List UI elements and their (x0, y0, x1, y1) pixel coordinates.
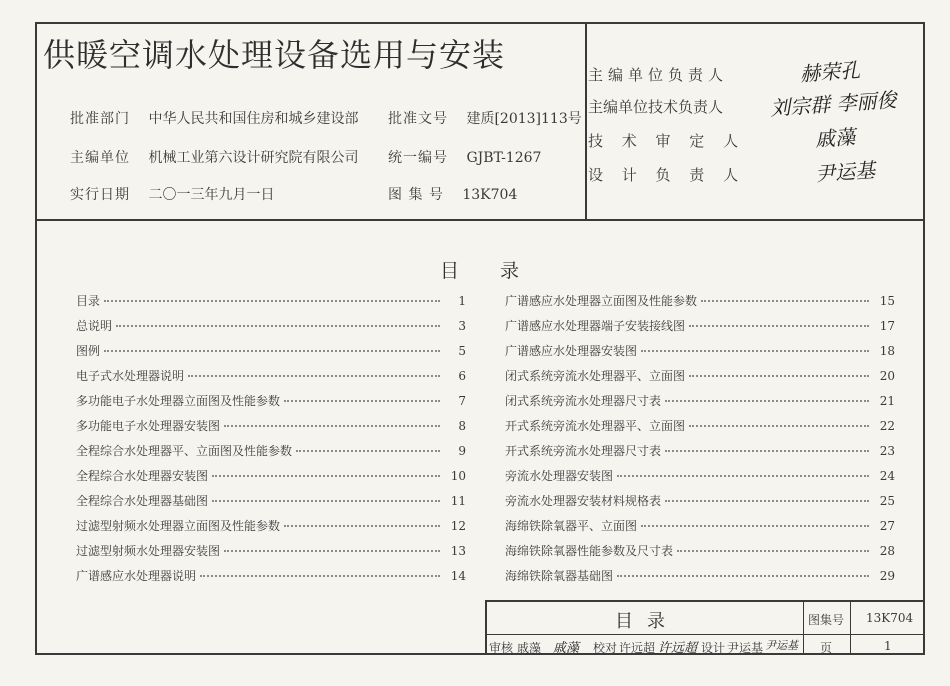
toc-leader-dots (224, 417, 440, 427)
toc-item-title: 图例 (76, 344, 101, 358)
unified-no-label: 统一编号 (388, 150, 448, 166)
chief-unit-head-signature: 赫荣孔 (799, 57, 861, 87)
toc-leader-dots (284, 392, 440, 402)
toc-leader-dots (104, 342, 440, 352)
toc-item-title: 开式系统旁流水处理器平、立面图 (505, 419, 686, 433)
toc-item-page: 3 (458, 319, 466, 333)
toc-item-title: 过滤型射频水处理器立面图及性能参数 (76, 519, 281, 533)
design-head-signature: 尹运基 (814, 157, 876, 187)
title-block-row-divider (485, 634, 925, 635)
toc-leader-dots (677, 542, 869, 552)
toc-item-page: 21 (879, 394, 895, 408)
unified-no: GJBT-1267 (466, 150, 542, 166)
toc-item[interactable] (76, 417, 466, 442)
toc-item-page: 13 (450, 544, 466, 558)
effective-date: 二〇一三年九月一日 (148, 187, 275, 203)
toc-leader-dots (200, 567, 440, 577)
check-label: 校对 (593, 641, 618, 655)
toc-item[interactable] (505, 492, 895, 517)
toc-item-title: 闭式系统旁流水处理器平、立面图 (505, 369, 686, 383)
effective-date-row (70, 184, 274, 204)
tech-reviewer-signature: 戚藻 (814, 124, 856, 152)
toc-item-title: 海绵铁除氧器平、立面图 (505, 519, 638, 533)
toc-item-title: 过滤型射频水处理器安装图 (76, 544, 221, 558)
unified-no-row (388, 147, 541, 167)
toc-leader-dots (617, 467, 869, 477)
toc-leader-dots (641, 342, 869, 352)
toc-item[interactable] (76, 467, 466, 492)
toc-leader-dots (665, 492, 869, 502)
toc-item-page: 11 (450, 494, 466, 508)
toc-leader-dots (689, 417, 869, 427)
approval-dept: 中华人民共和国住房和城乡建设部 (148, 111, 359, 127)
tech-head-signature: 刘宗群 李丽俊 (769, 87, 898, 121)
toc-item-title: 旁流水处理器安装材料规格表 (505, 494, 662, 508)
toc-leader-dots (689, 367, 869, 377)
toc-item-page: 29 (879, 569, 895, 583)
chief-unit-head-role: 主编单位负责人 (588, 66, 729, 84)
toc-item-title: 电子式水处理器说明 (76, 369, 185, 383)
toc-item-page: 7 (458, 394, 466, 408)
toc-item[interactable] (505, 367, 895, 392)
tech-reviewer-role: 技 术 审 定 人 (588, 132, 746, 150)
toc-item[interactable] (505, 442, 895, 467)
toc-item-title: 广谱感应水处理器端子安装接线图 (505, 319, 686, 333)
toc-item[interactable] (505, 417, 895, 442)
design-head-role: 设 计 负 责 人 (588, 166, 746, 184)
toc-item-title: 多功能电子水处理器安装图 (76, 419, 221, 433)
toc-item-title: 海绵铁除氧器基础图 (505, 569, 614, 583)
toc-item-page: 27 (879, 519, 895, 533)
toc-item-page: 15 (879, 294, 895, 308)
toc-item-title: 广谱感应水处理器立面图及性能参数 (505, 294, 698, 308)
toc-item-page: 8 (458, 419, 466, 433)
design-label: 设计 (701, 641, 726, 655)
toc-item[interactable] (76, 342, 466, 367)
toc-item-title: 全程综合水处理器平、立面图及性能参数 (76, 444, 293, 458)
toc-left-column (76, 292, 466, 592)
toc-item-title: 全程综合水处理器基础图 (76, 494, 209, 508)
title-block-atlas-no-label: 图集号 (808, 613, 845, 627)
approval-no-row (388, 108, 582, 128)
atlas-no-label: 图 集 号 (388, 187, 444, 203)
toc-item[interactable] (76, 392, 466, 417)
toc-leader-dots (665, 442, 869, 452)
toc-leader-dots (665, 392, 869, 402)
toc-item-title: 海绵铁除氧器性能参数及尺寸表 (505, 544, 674, 558)
toc-leader-dots (641, 517, 869, 527)
toc-item[interactable] (76, 567, 466, 592)
toc-leader-dots (212, 492, 440, 502)
editor-unit: 机械工业第六设计研究院有限公司 (148, 150, 359, 166)
approval-dept-row (70, 108, 358, 128)
toc-leader-dots (188, 367, 440, 377)
toc-item[interactable] (505, 467, 895, 492)
toc-item-page: 23 (879, 444, 895, 458)
toc-item[interactable] (505, 517, 895, 542)
toc-item-page: 18 (879, 344, 895, 358)
atlas-no: 13K704 (462, 187, 518, 203)
toc-leader-dots (116, 317, 440, 327)
review-name: 戚藻 (517, 641, 542, 655)
header-divider (35, 219, 925, 221)
toc-item-title: 闭式系统旁流水处理器尺寸表 (505, 394, 662, 408)
toc-item-page: 6 (458, 369, 466, 383)
toc-item[interactable] (76, 492, 466, 517)
editor-unit-label: 主编单位 (70, 150, 130, 166)
title-block-title: 目录 (615, 611, 679, 632)
check-signature: 许远超 (658, 641, 698, 656)
review-label: 审核 (489, 641, 514, 655)
review-signature: 戚藻 (553, 641, 580, 656)
toc-right-column (505, 292, 895, 592)
toc-heading-right: 录 (500, 260, 520, 282)
approval-dept-label: 批准部门 (70, 111, 130, 127)
toc-item[interactable] (76, 442, 466, 467)
toc-item-page: 17 (879, 319, 895, 333)
effective-date-label: 实行日期 (70, 187, 130, 203)
toc-item[interactable] (76, 317, 466, 342)
toc-item-title: 全程综合水处理器安装图 (76, 469, 209, 483)
toc-leader-dots (224, 542, 440, 552)
check-name: 许远超 (619, 641, 656, 655)
toc-leader-dots (296, 442, 440, 452)
toc-item-page: 24 (879, 469, 895, 483)
atlas-no-row (388, 184, 517, 204)
toc-item[interactable] (505, 392, 895, 417)
toc-item-page: 12 (450, 519, 466, 533)
signature-divider (585, 22, 587, 220)
toc-item[interactable] (505, 342, 895, 367)
toc-item-title: 广谱感应水处理器安装图 (505, 344, 638, 358)
toc-item[interactable] (505, 292, 895, 317)
toc-item[interactable] (76, 292, 466, 317)
toc-item[interactable] (76, 542, 466, 567)
toc-leader-dots (104, 292, 440, 302)
title-block-col-divider (850, 600, 851, 655)
title-block-atlas-no: 13K704 (866, 611, 914, 625)
page-number: 1 (884, 639, 892, 653)
toc-item-page: 20 (879, 369, 895, 383)
toc-item[interactable] (76, 517, 466, 542)
design-name: 尹运基 (727, 641, 764, 655)
toc-item[interactable] (505, 317, 895, 342)
toc-item[interactable] (505, 567, 895, 592)
toc-item-title: 旁流水处理器安装图 (505, 469, 614, 483)
toc-item-page: 14 (450, 569, 466, 583)
toc-leader-dots (689, 317, 869, 327)
toc-item-page: 25 (879, 494, 895, 508)
toc-item-page: 22 (879, 419, 895, 433)
toc-item-title: 开式系统旁流水处理器尺寸表 (505, 444, 662, 458)
toc-item-page: 28 (879, 544, 895, 558)
toc-leader-dots (617, 567, 869, 577)
toc-leader-dots (212, 467, 440, 477)
toc-item-title: 多功能电子水处理器立面图及性能参数 (76, 394, 281, 408)
editor-unit-row (70, 147, 358, 167)
approval-no: 建质[2013]113号 (466, 111, 582, 127)
toc-item-page: 5 (458, 344, 466, 358)
atlas-title: 供暖空调水处理设备选用与安装 (43, 36, 506, 74)
tech-head-role: 主编单位技术负责人 (588, 98, 724, 116)
toc-item[interactable] (505, 542, 895, 567)
toc-leader-dots (701, 292, 869, 302)
toc-item-title: 广谱感应水处理器说明 (76, 569, 197, 583)
toc-item[interactable] (76, 367, 466, 392)
design-signature: 尹运基 (765, 639, 798, 652)
title-block-col-divider (803, 600, 804, 655)
toc-heading-left: 目 (440, 260, 460, 282)
toc-item-page: 9 (458, 444, 466, 458)
toc-item-page: 10 (450, 469, 466, 483)
toc-item-page: 1 (458, 294, 466, 308)
page-label: 页 (820, 641, 833, 655)
toc-item-title: 目录 (76, 294, 101, 308)
toc-item-title: 总说明 (76, 319, 113, 333)
approval-no-label: 批准文号 (388, 111, 448, 127)
toc-leader-dots (284, 517, 440, 527)
